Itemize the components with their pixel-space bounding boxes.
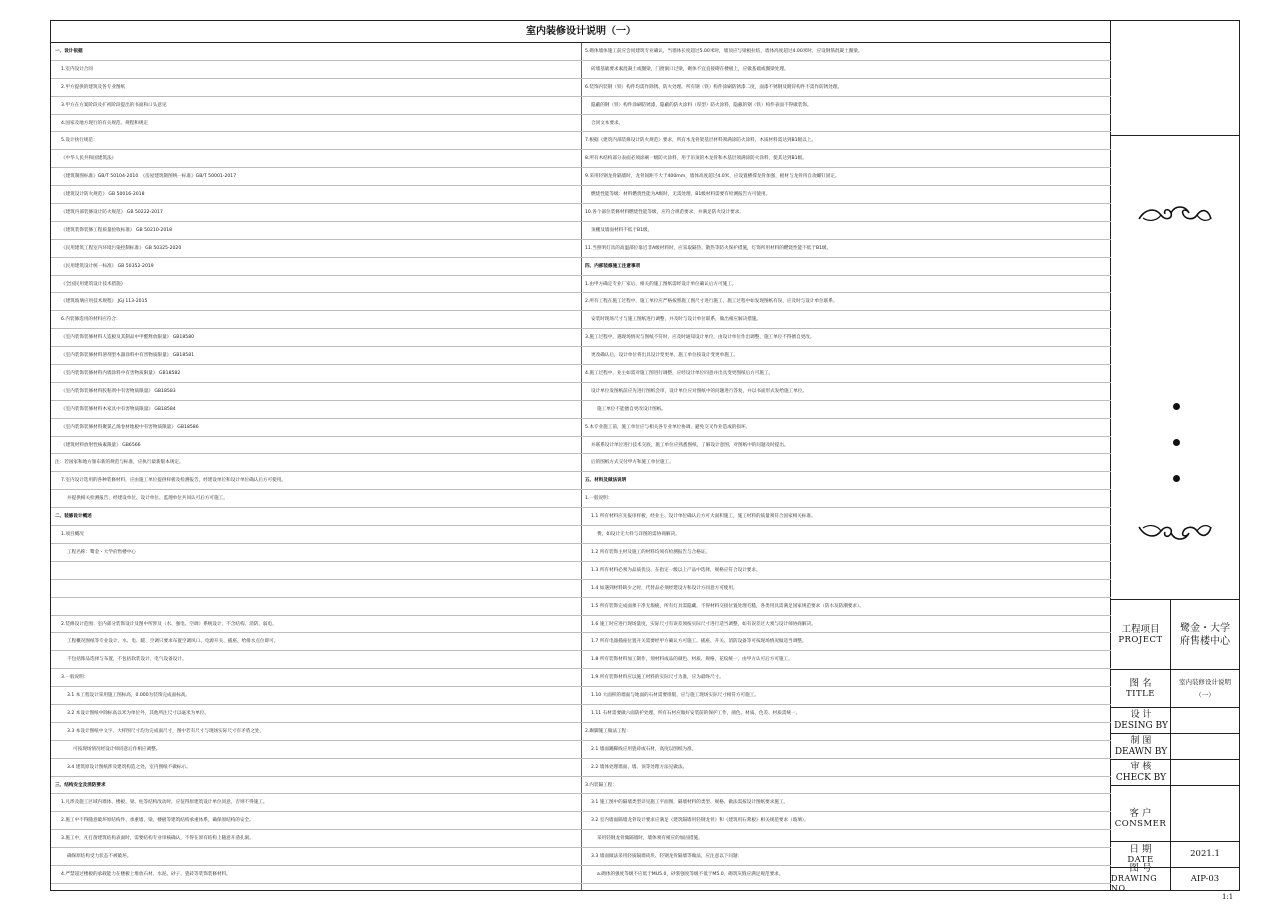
note-line: 3.1 本工程设计采用施工图标高，0.000为装饰完成面标高。 [51,687,581,705]
note-line: 确保原结构受力状态不被破坏。 [51,848,581,866]
title-block [1111,21,1239,893]
note-line: 1.1 所有材料应先报审样板，经业主、设计单位确认后方可大面积施工，施工材料的质量须符合国家相关标准。 [581,508,1111,526]
note-line: 1.室内设计合同 [51,61,581,79]
title-value: 室内装修设计说明（一） [1179,677,1231,699]
drawn-label: 制 图 [1130,736,1152,746]
note-line: 3.施工中，凡打凿建筑结构表面时，需要结构专业审核确认，不得在原有结构上随意开凿孔洞。 [51,830,581,848]
note-line: 《中华人民共和国建筑法》 [51,150,581,168]
note-line: 3.2 本设计图纸中除标高以米为单位外，其他所注尺寸以毫米为单位。 [51,705,581,723]
note-line: 3.甲方在方案阶段及扩初阶段提出的书面和口头意见 [51,97,581,115]
note-line: 1.由甲方确定专业厂家后，相关的施工图纸需经设计单位确认后方可施工。 [581,276,1111,294]
note-line: 1.6 施工时应进行现场量度，实际尺寸有误差须按实际尺寸进行适当调整，如有误差过大须与设计师协商解决。 [581,616,1111,634]
note-line: 5.设计执行规范： [51,132,581,150]
note-line: 5.砌体墙体施工前应会同建筑专业确认，当墙体长度超过5.00米时，墙顶应与梁板拉结，墙体高度超过4.00米时，应设钢筋混凝土圈梁。 [581,43,1111,61]
note-line: 更改确认后，设计单位将出具设计变更单，施工单位按设计变更单施工。 [581,347,1111,365]
note-line: 10.各个部位装修材料燃烧性能等级，应符合规范要求，并满足防火设计要求。 [581,204,1111,222]
note-line: 1.一般说明： [581,490,1111,508]
scroll-ornament-bottom-icon [1111,521,1239,547]
note-line: 施工单位不能擅自更改设计图纸。 [581,401,1111,419]
note-line: 3.内装隔工程： [581,777,1111,795]
note-line: 《建筑玻璃应用技术规程》 JGJ 113-2015 [51,293,581,311]
note-line: 《建筑内部装修设计防火规范》 GB 50222-2017 [51,204,581,222]
note-line: 1.10 大面积的墙面与地面的石材需要排版，应与施工现场实际尺寸相符方可施工。 [581,687,1111,705]
title-block-blank [1111,21,1239,136]
note-line: 并联系设计单位进行技术交底，施工单位应熟悉图纸，了解设计意图，对图纸中的问题及时提出。 [581,437,1111,455]
project-label: 工程项目 [1121,623,1160,635]
note-line: 1.项目概况 [51,526,581,544]
note-line: 《民用建筑工程室内环境污染控制标准》 GB 50325-2020 [51,240,581,258]
note-line: 1.4 如遇到材料缺少之时，代替品必须经建设方和设计方同意方可使用。 [581,580,1111,598]
note-line: 工程概况图纸等专业设计，水、电、暖、空调只要求布置空调风口、电源开关、插座、给排水点位即可。 [51,633,581,651]
check-label: 审 核 [1130,762,1152,772]
note-line: 2.施工中不得随意破坏原结构件、承重墙、梁、楼板等建筑结构承重体系，确保原结构的安全。 [51,812,581,830]
note-line: 3.一般说明： [51,669,581,687]
note-line: 1.凡涉及施工区域内墙体、楼板、梁、柱等结构改动时，应征得原建筑设计单位同意，否则不得施工。 [51,794,581,812]
notes-area [51,21,1111,890]
note-line: 可按现场情况经设计师同意后作相应调整。 [51,741,581,759]
date-value: 2021.1 [1190,849,1220,859]
note-line: 1.8 所有装饰材料加工制作，须材料成品的颜色、材质、规格、花纹统一，由甲方认可后方可施工。 [581,651,1111,669]
note-line: 1.7 所有电器插座位置开关需要经甲方确认方可施工。插座、开关、消防设备等可按现场情况做适当调整。 [581,633,1111,651]
note-line: 费，如设计无大样与详图的需协商解决。 [581,526,1111,544]
note-line: 4.严禁超过楼板的承载能力在楼板上堆放石材、水泥、砂子、瓷砖等装饰装修材料。 [51,866,581,884]
section-heading: 三、结构安全及消防要求 [51,777,581,795]
drawing-no-label: 图 号 [1129,863,1152,874]
note-line: 1.9 所有装饰材料应以施工材料的实际尺寸为准，应为最终尺寸。 [581,669,1111,687]
note-line: 7.根据《建筑内部装修设计防火规范》要求，所有木龙骨架基层材料须满涂防火涂料，木质材料需达到B1级以上。 [581,132,1111,150]
sheet-title: 室内装修设计说明（一） [51,21,1111,43]
dots-ornament [1173,403,1183,511]
note-line: 9.采用轻钢龙骨隔墙时，龙骨间距不大于400mm，墙体高度超过4.0米，应设置横撑龙骨加强，板材与龙骨用自攻螺钉固定。 [581,168,1111,186]
design-label-en: DESING BY [1114,721,1168,731]
note-line: 《全国民用建筑设计技术措施》 [51,276,581,294]
section-heading: 四、内部装修施工注意事项 [581,258,1111,276]
note-line: 工程名称：鹭金・大学府售楼中心 [51,544,581,562]
note-line: 3.2 室内墙面隔墙龙骨设计要求应满足《建筑隔墙用轻钢龙骨》和《建筑用石膏板》相关规范要求（玻璃）。 [581,812,1111,830]
drawn-row [1111,733,1239,759]
note-line: 不包括饰品选择与布置，不包括软装设计，电气设备设计。 [51,651,581,669]
note-line: 《室内装饰装修材料溶剂型木器涂料中有害物质限量》 GB18581 [51,347,581,365]
note-line: 安装时现场尺寸与施工图纸进行调整，并及时与设计单位联系，做出相应解决措施。 [581,311,1111,329]
title-label: 图 名 [1129,677,1152,689]
title-label-en: TITLE [1125,688,1156,699]
note-line: 《建筑设计防火规范》 GB 50016-2018 [51,186,581,204]
note-line: 2.甲方提供的建筑及各专业图纸 [51,79,581,97]
note-line: 3.3 本设计图纸中文字、大样图尺寸均为完成面尺寸，图中若有尺寸与现场实际尺寸有矛盾之处， [51,723,581,741]
note-line: 《室内装饰装修材料内墙涂料中有害物质限量》 GB18582 [51,365,581,383]
design-label: 设 计 [1130,710,1152,720]
note-line: 4.施工过程中，业主如需对施工图进行调整，应经设计单位同意并出具变更图纸后方可施工。 [581,365,1111,383]
project-label-en: PROJECT [1118,634,1163,645]
note-line: 7.室内设计选用的各种装修材料，应由施工单位提供样板及检测报告，经建设单位和设计单位确认后方可使用。 [51,472,581,490]
check-row [1111,759,1239,785]
note-line: 6.内装修选用的材料应符合： [51,311,581,329]
note-line: 《室内装饰装修材料人造板及其制品中甲醛释放限量》 GB18580 [51,329,581,347]
note-line: 设计单位发图纸前应先进行图纸会审，设计单位应对图纸中的问题进行答复，并以书面形式发给施工单位。 [581,383,1111,401]
note-line: a.砌体的强度等级不应低于MU5.0，砂浆强度等级不低于M5.0，砌筑灰缝应满足规范要求。 [581,866,1111,884]
note-line: 《建筑材料放射性核素限量》 GB6566 [51,437,581,455]
note-line: 《建筑装饰装修工程质量验收标准》 GB 50210-2018 [51,222,581,240]
note-line: 3.4 建筑原设计图纸涉及建筑构造之处，室内图纸不做标示。 [51,759,581,777]
note-line: 砖墙基础要求素混凝土或圈梁，门窗洞口过梁，砌体不宜直接砌在楼板上，应做基础或圈梁处理。 [581,61,1111,79]
note-line: 《室内装饰装修材料木家具中有害物质限量》 GB18584 [51,401,581,419]
note-line: 3.3 墙面做法采用轻质隔墙砖块、轻钢龙骨隔墙等做法，应注意以下问题： [581,848,1111,866]
note-line: 《室内装饰装修材料聚氯乙烯卷材地板中有害物质限量》 GB18586 [51,419,581,437]
scroll-ornament-top-icon [1111,203,1239,229]
note-line: 8.所有木结构部分表面必须涂刷一级防火涂料，用于吊顶的木龙骨和木基层须满涂防火涂料，使其达到B1级。 [581,150,1111,168]
drawing-no-label-en: DRAWING NO. [1111,874,1158,893]
date-label-en: DATE [1127,854,1154,865]
note-line: 采用轻钢龙骨做隔墙时，墙体须有相应的加固措施。 [581,830,1111,848]
scale-label: 1:1 [1222,893,1234,901]
note-line: 后的图纸方式交付甲方和施工单位施工。 [581,454,1111,472]
note-line: 隐蔽的钢（铁）构件涂刷防锈漆，隐蔽的防火涂料（厚型）防火涂料，隐蔽的钢（铁）构件表面不得做装饰。 [581,97,1111,115]
note-line: 2.1 墙面踢脚线应用瓷砖或石材，高度以图纸为准。 [581,741,1111,759]
client-label: 客 户 [1129,807,1152,819]
note-line: 2.所有工程在施工过程中，施工单位应严格按照施工图尺寸进行施工，施工过程中如发现图纸有误，应及时与设计单位联系。 [581,293,1111,311]
note-line: 燃烧性能等级：材料燃烧性能为A级时，无需处理，B1级材料需要有检测报告方可使用。 [581,186,1111,204]
note-line: 1.5 所有装饰完成面须干净无瑕疵，所有灯具需隐藏，不得材料交接位置处理毛糙，各类用具需满足国家规范要求（防水及防潮要求）。 [581,598,1111,616]
drawing-no-value: AIP-03 [1190,873,1220,884]
note-line [51,580,581,598]
note-line: 2.2 墙体处理墙面、墙、顶等处理方法见做法。 [581,759,1111,777]
note-line: 并提供相关检测报告，经建设单位、设计单位、监理单位共同认可后方可施工。 [51,490,581,508]
drawing-sheet [50,20,1240,891]
note-line: 《室内装饰装修材料胶粘剂中有害物质限量》 GB18583 [51,383,581,401]
section-heading: 二、装修设计概述 [51,508,581,526]
dot-icon [1173,439,1180,446]
client-label-en: CONSMER [1114,818,1167,829]
note-line: 3.1 施工图中的隔墙类型详见施工平面图，隔墙材料的类型、规格、做法需按设计图纸要求施工。 [581,794,1111,812]
note-line: 2.踢脚施工做法工程： [581,723,1111,741]
note-line: 注：若国家和地方颁布新的规范与标准，应执行最新版本规定。 [51,454,581,472]
note-line: 1.3 所有材料必须为品质优良、在指定一级以上产品中选择，规格应符合设计要求。 [581,562,1111,580]
section-heading: 一、设计依据 [51,43,581,61]
notes-column-right [581,43,1111,884]
note-line: 11.当照明灯具的高温部位靠近非A级材料时，应采取隔热、散热等防火保护措施，灯饰所用材料的燃烧性能不低于B1级。 [581,240,1111,258]
dot-icon [1173,403,1180,410]
drawn-label-en: DEAWN BY [1114,747,1168,757]
notes-column-left [51,43,581,884]
project-value: 鹭金・大学府售楼中心 [1180,622,1230,647]
note-line: 合同文本要求。 [581,115,1111,133]
note-line: 1.2 所有装饰主材及施工的材料均须有检测报告与合格证。 [581,544,1111,562]
note-line: 4.国家及地方现行的有关规范、规程和规定 [51,115,581,133]
note-line [51,562,581,580]
note-line [51,598,581,616]
section-heading: 五、材料及做法说明 [581,472,1111,490]
note-line: 顶棚及墙面材料不低于B1级。 [581,222,1111,240]
project-row [1111,599,1239,669]
note-line: 2.装修设计范围：室内部分装饰设计及图中所涉及（水、强电、空调）系统设计，不含结构、消防、弱电。 [51,616,581,634]
date-label: 日 期 [1129,843,1152,855]
note-line: 5.本专业施工前，施工单位应与相关各专业单位协调，避免交叉作业造成的损坏。 [581,419,1111,437]
note-line: 6.装饰内装钢（铁）构件均需作除锈、防火处理。所有钢（铁）构件涂刷防锈漆二度，面漆不锈钢及镀锌构件不需作防锈处理。 [581,79,1111,97]
note-line: 3.施工过程中，遇现场情况与图纸不符时，应及时通知设计单位，由设计单位作出调整，施工单位不得擅自更改。 [581,329,1111,347]
note-line: 《建筑制图标准》GB/T 50104-2010 《房屋建筑制图统一标准》GB/T 50001-2017 [51,168,581,186]
design-row [1111,707,1239,733]
drawing-no-row [1111,863,1239,893]
note-line: 1.11 石材需要做六面防护处理，所有石材应做好安装前的保护工作，颜色、材质、色差、材质需统一。 [581,705,1111,723]
drawing-title-row [1111,669,1239,707]
dot-icon [1173,475,1180,482]
check-label-en: CHECK BY [1115,773,1167,783]
note-line: 《民用建筑设计统一标准》 GB 50352-2019 [51,258,581,276]
